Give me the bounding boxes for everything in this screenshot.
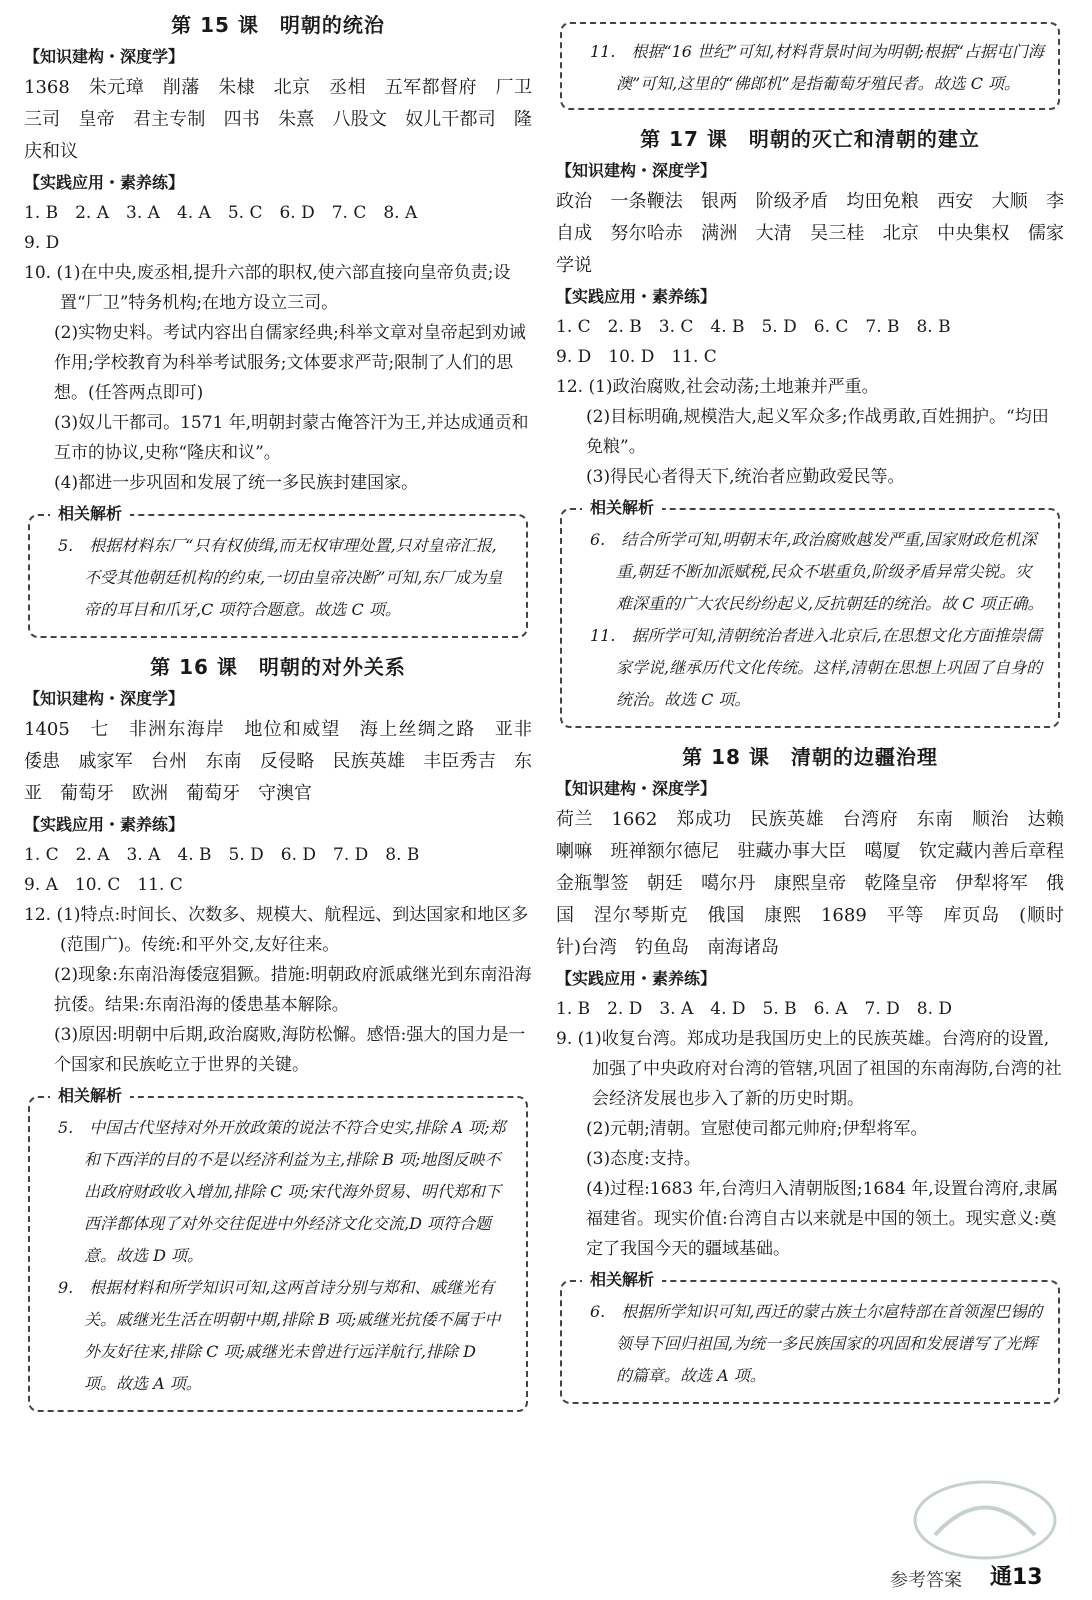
analysis-item: 5. 根据材料东厂“只有权侦缉,而无权审理处置,只对皇帝汇报,不受其他朝廷机构的约束,一切由皇帝决断”可知,东厂成为皇帝的耳目和爪牙,C 项符合题意。故选 C 项。 bbox=[58, 536, 503, 619]
answer-paragraph: (3)原因:明朝中后期,政治腐败,海防松懈。感悟:强大的国力是一个国家和民族屹立于世界的关键。 bbox=[54, 1025, 526, 1075]
right-column bbox=[556, 8, 1082, 1416]
choice-answers-line: 1. B 2. A 3. A 4. A 5. C 6. D 7. C 8. A bbox=[24, 203, 418, 223]
watermark-logo bbox=[910, 1475, 1060, 1565]
answer-paragraph: (3)奴儿干都司。1571 年,明朝封蒙古俺答汗为王,并达成通贡和互市的协议,史称“隆庆和议”。 bbox=[54, 413, 529, 463]
keywords-answers: 政治 一条鞭法 银两 阶级矛盾 均田免粮 西安 大顺 李自成 努尔哈赤 满洲 大清 吴三桂 北京 中央集权 儒家学说 bbox=[556, 191, 1064, 276]
page-footer bbox=[880, 1560, 1070, 1594]
lesson-18-title: 第 18 课 清朝的边疆治理 bbox=[682, 745, 938, 769]
section-knowledge-heading: 【知识建构・深度学】 bbox=[556, 161, 717, 180]
keywords-answers: 1368 朱元璋 削藩 朱棣 北京 丞相 五军都督府 厂卫 三司 皇帝 君主专制 四书 朱熹 八股文 奴儿干都司 隆庆和议 bbox=[24, 77, 550, 162]
answer-paragraph: 12. (1)特点:时间长、次数多、规模大、航程远、到达国家和地区多(范围广)。传统:和平外交,友好往来。 bbox=[24, 905, 529, 955]
choice-answers-line: 9. D bbox=[24, 233, 60, 253]
section-practice-heading: 【实践应用・素养练】 bbox=[556, 969, 717, 988]
analysis-box-label: 相关解析 bbox=[582, 497, 662, 519]
lesson-15-title: 第 15 课 明朝的统治 bbox=[171, 13, 385, 37]
keywords-answers: 荷兰 1662 郑成功 民族英雄 台湾府 东南 顺治 达赖喇嘛 班禅额尔德尼 驻藏办事大臣 噶厦 钦定藏内善后章程 金瓶掣签 朝廷 噶尔丹 康熙皇帝 乾隆皇帝 伊犁将军 俄国 涅尔琴斯克 俄国 康熙 1689 平等 库页岛 (顺时针)台湾 钓鱼岛 南海诸岛 bbox=[556, 809, 1082, 958]
analysis-box-label: 相关解析 bbox=[50, 1085, 130, 1107]
analysis-box bbox=[560, 498, 1060, 728]
section-knowledge-heading: 【知识建构・深度学】 bbox=[24, 689, 185, 708]
lesson-17-title: 第 17 课 明朝的灭亡和清朝的建立 bbox=[640, 127, 980, 151]
section-practice-heading: 【实践应用・素养练】 bbox=[556, 287, 717, 306]
answer-paragraph: (3)得民心者得天下,统治者应勤政爱民等。 bbox=[586, 467, 905, 487]
answer-paragraph: 9. (1)收复台湾。郑成功是我国历史上的民族英雄。台湾府的设置,加强了中央政府对台湾的管辖,巩固了祖国的东南海防,台湾的社会经济发展也步入了新的历史时期。 bbox=[556, 1029, 1062, 1109]
analysis-box-label: 相关解析 bbox=[50, 503, 130, 525]
analysis-box-label: 相关解析 bbox=[582, 1269, 662, 1291]
choice-answers-line: 1. C 2. B 3. C 4. B 5. D 6. C 7. B 8. B bbox=[556, 317, 951, 337]
footer-label: 参考答案 bbox=[890, 1570, 962, 1591]
answer-paragraph: (2)目标明确,规模浩大,起义军众多;作战勇敢,百姓拥护。“均田免粮”。 bbox=[586, 407, 1049, 457]
analysis-item: 11. 据所学可知,清朝统治者进入北京后,在思想文化方面推崇儒家学说,继承历代文化传统。这样,清朝在思想上巩固了自身的统治。故选 C 项。 bbox=[590, 626, 1043, 709]
choice-answers-line: 1. C 2. A 3. A 4. B 5. D 6. D 7. D 8. B bbox=[24, 845, 420, 865]
left-column bbox=[24, 8, 550, 1424]
answer-paragraph: 10. (1)在中央,废丞相,提升六部的职权,使六部直接向皇帝负责;设置“厂卫”特务机构;在地方设立三司。 bbox=[24, 263, 511, 313]
analysis-item: 6. 根据所学知识可知,西迁的蒙古族土尔扈特部在首领渥巴锡的领导下回归祖国,为统一多民族国家的巩固和发展谱写了光辉的篇章。故选 A 项。 bbox=[590, 1302, 1043, 1385]
section-practice-heading: 【实践应用・素养练】 bbox=[24, 173, 185, 192]
page-number: 通13 bbox=[990, 1565, 1043, 1590]
analysis-item: 6. 结合所学可知,明朝末年,政治腐败越发严重,国家财政危机深重,朝廷不断加派赋税,民众不堪重负,阶级矛盾异常尖锐。灾难深重的广大农民纷纷起义,反抗朝廷的统治。故 C 项正确。 bbox=[590, 530, 1044, 613]
choice-answers-line: 1. B 2. D 3. A 4. D 5. B 6. A 7. D 8. D bbox=[556, 999, 953, 1019]
answer-paragraph: 12. (1)政治腐败,社会动荡;土地兼并严重。 bbox=[556, 377, 879, 397]
choice-answers-line: 9. D 10. D 11. C bbox=[556, 347, 717, 367]
answer-paragraph: (2)现象:东南沿海倭寇猖獗。措施:明朝政府派戚继光到东南沿海抗倭。结果:东南沿海的倭患基本解除。 bbox=[54, 965, 532, 1015]
keywords-answers: 1405 七 非洲东海岸 地位和威望 海上丝绸之路 亚非 倭患 戚家军 台州 东南 反侵略 民族英雄 丰臣秀吉 东亚 葡萄牙 欧洲 葡萄牙 守澳官 bbox=[24, 719, 550, 804]
section-knowledge-heading: 【知识建构・深度学】 bbox=[556, 779, 717, 798]
answer-paragraph: (2)实物史料。考试内容出自儒家经典;科举文章对皇帝起到劝诫作用;学校教育为科举考试服务;文体要求严苛;限制了人们的思想。(任答两点即可) bbox=[54, 323, 526, 403]
analysis-item: 5. 中国古代坚持对外开放政策的说法不符合史实,排除 A 项;郑和下西洋的目的不是以经济利益为主,排除 B 项;地图反映不出政府财政收入增加,排除 C 项;宋代海外贸易、明代郑和下西洋都体现了对外交往促进中外经济文化交流,D 项符合题意。故选 D 项。 bbox=[58, 1118, 506, 1265]
analysis-item: 9. 根据材料和所学知识可知,这两首诗分别与郑和、戚继光有关。戚继光生活在明朝中期,排除 B 项;戚继光抗倭不属于中外友好往来,排除 C 项;戚继光未曾进行远洋航行,排除 D 项。故选 A 项。 bbox=[58, 1278, 501, 1393]
answer-paragraph: (3)态度:支持。 bbox=[586, 1149, 701, 1169]
analysis-item: 11. 根据“16 世纪”可知,材料背景时间为明朝;根据“占据屯门海澳”可知,这里的“佛郎机”是指葡萄牙殖民者。故选 C 项。 bbox=[590, 42, 1044, 93]
answer-paragraph: (4)过程:1683 年,台湾归入清朝版图;1684 年,设置台湾府,隶属福建省。现实价值:台湾自古以来就是中国的领土。现实意义:奠定了我国今天的疆域基础。 bbox=[586, 1179, 1059, 1259]
answer-paragraph: (4)都进一步巩固和发展了统一多民族封建国家。 bbox=[54, 473, 419, 493]
answer-paragraph: (2)元朝;清朝。宣慰使司都元帅府;伊犁将军。 bbox=[586, 1119, 928, 1139]
analysis-box bbox=[28, 504, 528, 638]
section-knowledge-heading: 【知识建构・深度学】 bbox=[24, 47, 185, 66]
section-practice-heading: 【实践应用・素养练】 bbox=[24, 815, 185, 834]
choice-answers-line: 9. A 10. C 11. C bbox=[24, 875, 183, 895]
analysis-box bbox=[28, 1086, 528, 1412]
analysis-box bbox=[560, 1270, 1060, 1404]
lesson-16-title: 第 16 课 明朝的对外关系 bbox=[150, 655, 406, 679]
analysis-box-continued bbox=[560, 22, 1060, 110]
